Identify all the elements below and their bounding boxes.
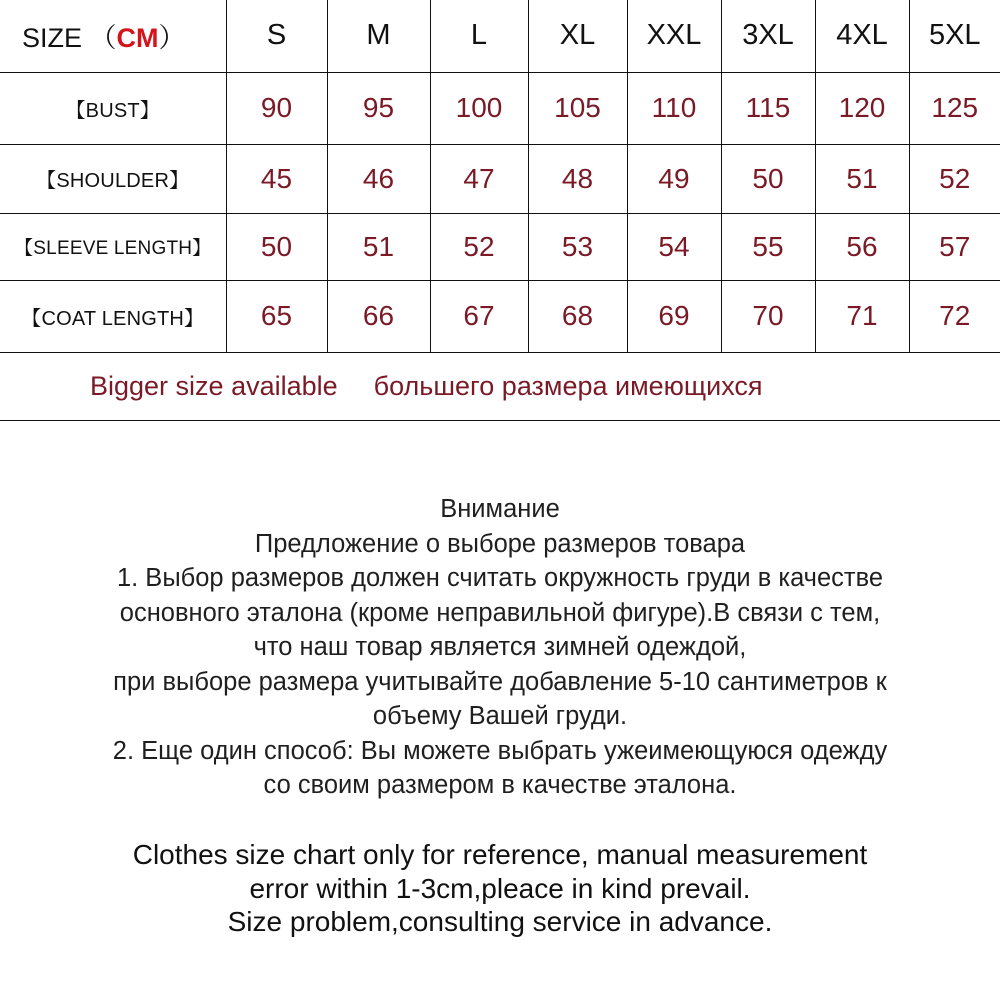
coat-length-value: 70 xyxy=(721,280,815,352)
size-col-3xl: 3XL xyxy=(721,0,815,72)
notes-line: объему Вашей груди. xyxy=(372,702,628,730)
sleeve-length-value: 51 xyxy=(327,213,430,280)
sleeve-length-label: 【SLEEVE LENGTH】 xyxy=(0,213,226,280)
shoulder-value: 47 xyxy=(430,144,528,213)
bust-value: 115 xyxy=(721,72,815,144)
shoulder-value: 50 xyxy=(721,144,815,213)
coat-length-value: 68 xyxy=(528,280,627,352)
bust-value: 125 xyxy=(909,72,1000,144)
coat-length-value: 67 xyxy=(430,280,528,352)
bust-value: 110 xyxy=(627,72,721,144)
disclaimer-line: Size problem,consulting service in advance. xyxy=(227,906,773,937)
size-col-s: S xyxy=(226,0,327,72)
size-col-xl: XL xyxy=(528,0,627,72)
notes-line: 2. Еще один способ: Вы можете выбрать ужеимеющуюся одежду xyxy=(112,736,888,765)
size-col-5xl: 5XL xyxy=(909,0,1000,72)
shoulder-value: 52 xyxy=(909,144,1000,213)
bigger-size-english: Bigger size available xyxy=(90,370,338,401)
shoulder-label: 【SHOULDER】 xyxy=(0,144,226,213)
sleeve-length-value: 50 xyxy=(226,213,327,280)
bust-value: 95 xyxy=(327,72,430,144)
sleeve-length-value: 57 xyxy=(909,213,1000,280)
unit-label: CM xyxy=(116,23,159,54)
shoulder-value: 51 xyxy=(815,144,909,213)
size-chart-table xyxy=(0,0,1000,421)
coat-length-value: 71 xyxy=(815,280,909,352)
size-header-label: SIZE xyxy=(22,23,83,54)
notes-line: со своим размером в качестве эталона. xyxy=(263,771,737,799)
sleeve-length-value: 53 xyxy=(528,213,627,280)
notes-subtitle: Предложение о выборе размеров товара xyxy=(254,529,746,558)
shoulder-row xyxy=(0,144,1000,213)
coat-length-label: 【COAT LENGTH】 xyxy=(0,280,226,352)
notes-title: Внимание xyxy=(440,495,560,523)
shoulder-value: 46 xyxy=(327,144,430,213)
bust-label: 【BUST】 xyxy=(0,72,226,144)
sleeve-length-value: 56 xyxy=(815,213,909,280)
bigger-size-row xyxy=(0,352,1000,420)
size-col-4xl: 4XL xyxy=(815,0,909,72)
shoulder-value: 48 xyxy=(528,144,627,213)
size-col-xxl: XXL xyxy=(627,0,721,72)
size-col-m: M xyxy=(327,0,430,72)
size-header-row xyxy=(0,0,1000,72)
bust-value: 105 xyxy=(528,72,627,144)
disclaimer-line: Clothes size chart only for reference, manual measurement xyxy=(132,839,868,870)
shoulder-value: 45 xyxy=(226,144,327,213)
notes-line: что наш товар является зимней одеждой, xyxy=(253,633,747,661)
bust-row xyxy=(0,72,1000,144)
shoulder-value: 49 xyxy=(627,144,721,213)
notes-line: 1. Выбор размеров должен считать окружность груди в качестве xyxy=(116,564,884,592)
coat-length-row xyxy=(0,280,1000,352)
bigger-size-russian: большего размера имеющихся xyxy=(373,370,763,401)
coat-length-value: 72 xyxy=(909,280,1000,352)
sleeve-length-value: 54 xyxy=(627,213,721,280)
coat-length-value: 66 xyxy=(327,280,430,352)
notes-line: основного эталона (кроме неправильной фигуре).В связи с тем, xyxy=(119,598,881,627)
bigger-size-note xyxy=(0,352,1000,420)
bust-value: 90 xyxy=(226,72,327,144)
reference-disclaimer xyxy=(0,838,1000,939)
sleeve-length-row xyxy=(0,213,1000,280)
bust-value: 100 xyxy=(430,72,528,144)
coat-length-value: 69 xyxy=(627,280,721,352)
sleeve-length-value: 52 xyxy=(430,213,528,280)
size-selection-notes xyxy=(0,492,1000,803)
size-col-l: L xyxy=(430,0,528,72)
size-unit-header xyxy=(0,0,226,72)
unit-open-paren: （ xyxy=(89,23,117,54)
disclaimer-line: error within 1-3cm,pleace in kind prevail. xyxy=(249,872,751,904)
notes-line: при выборе размера учитывайте добавление 5-10 сантиметров к xyxy=(113,667,887,696)
unit-close-paren: ） xyxy=(158,23,186,54)
sleeve-length-value: 55 xyxy=(721,213,815,280)
coat-length-value: 65 xyxy=(226,280,327,352)
bust-value: 120 xyxy=(815,72,909,144)
